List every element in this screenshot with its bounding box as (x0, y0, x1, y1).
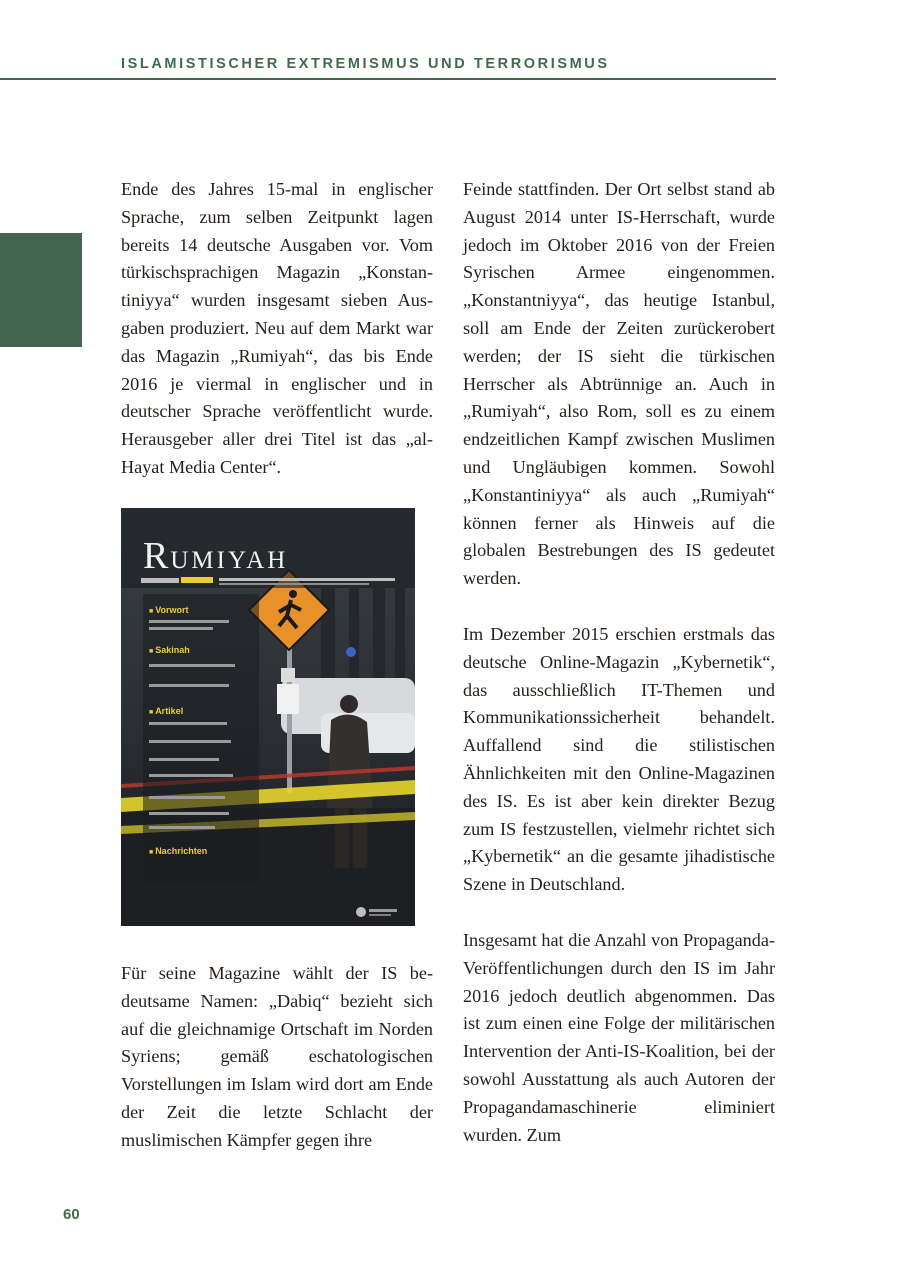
cover-toc-line (149, 722, 227, 725)
right-column (463, 176, 775, 1149)
cover-toc-line (149, 758, 219, 761)
rumiyah-magazine-cover-image (121, 508, 415, 926)
paragraph: Für seine Magazine wählt der IS bedeutsame Namen: „Dabiq“ bezieht sich auf die gleichnamige Ortschaft im Norden Syriens; gemäß eschatologischen Vorstellungen im Islam wird dort am Ende der Zeit die letzte Schlacht der muslimischen Kämpfer gegen ihre (121, 963, 433, 1150)
running-header (0, 56, 776, 80)
cover-toc-section: ■ Vorwort (149, 605, 189, 615)
left-column-top (121, 176, 433, 482)
cover-masthead (143, 536, 288, 581)
cover-toc-line (149, 664, 235, 667)
paragraph: Insgesamt hat die Anzahl von Propaganda-Veröffentlichungen durch den IS im Jahr 2016 jedoch deutlich abgenommen. Das ist zum einen eine Folge der militärischen Intervention der Anti-IS-Koalition, bei der sowohl Ausstattung als auch Autoren der Propagandamaschinerie eliminiert wurden. Zum (463, 929, 775, 1145)
cover-masthead-initial: R (143, 535, 171, 577)
paragraph: Feinde stattfinden. Der Ort selbst stand ab August 2014 unter IS-Herrschaft, wurde jedoch im Oktober 2016 von der Freien Syrischen Armee eingenommen. „Konstantniyya“, das heutige Istanbul, soll am Ende der Zeiten zurückerobert werden; der IS sieht die türkischen Herrscher als Abtrünnige an. Auch in „Rumiyah“, also Rom, soll es zu einem endzeitlichen Kampf zwischen Muslimen und Ungläubigen kommen. Sowohl „Konstantiniyya“ als auch „Rumiyah“ können ferner als Hinweis auf die globalen Bestrebungen des IS gedeutet werden. (463, 179, 775, 589)
chapter-side-tab (0, 233, 82, 347)
left-column-bottom (121, 960, 433, 1155)
cover-toc-section: ■ Sakinah (149, 645, 190, 655)
page-number: 60 (63, 1206, 80, 1223)
cover-toc-line (149, 774, 233, 777)
cover-toc-section: ■ Nachrichten (149, 846, 207, 856)
running-header-title: ISLAMISTISCHER EXTREMISMUS UND TERRORISMUS (121, 56, 610, 72)
cover-toc-line (149, 627, 213, 630)
cover-toc-line (149, 740, 231, 743)
paragraph: Im Dezember 2015 erschien erstmals das deutsche Online-Magazin „Kybernetik“, das ausschließlich IT-Themen und Kommunikationssicherheit behandelt. Auffallend sind die stilistischen Ähnlichkeiten mit den Online-Magazinen des IS. Es ist aber kein direkter Bezug zum IS festzustellen, vielmehr richtet sich „Kybernetik“ an die gesamte jihadistische Szene in Deutschland. (463, 623, 775, 895)
cover-toc-line (149, 812, 229, 815)
cover-toc-line (149, 796, 225, 799)
cover-toc-section: ■ Artikel (149, 706, 183, 716)
cover-masthead-rest: UMIYAH (170, 547, 289, 574)
cover-toc-line (149, 684, 229, 687)
cover-toc-line (149, 826, 215, 829)
paragraph: Ende des Jahres 15-mal in englischer Sprache, zum selben Zeitpunkt lagen bereits 14 deutsche Ausgaben vor. Vom türkischsprachigen Magazin „Konstantiniyya“ wurden insgesamt sieben Ausgaben produziert. Neu auf dem Markt war das Magazin „Rumiyah“, das bis Ende 2016 je viermal in englischer und in deutscher Sprache veröffentlicht wurde. Herausgeber aller drei Titel ist das „al-Hayat Media Center“. (121, 179, 433, 477)
cover-toc-line (149, 620, 229, 623)
